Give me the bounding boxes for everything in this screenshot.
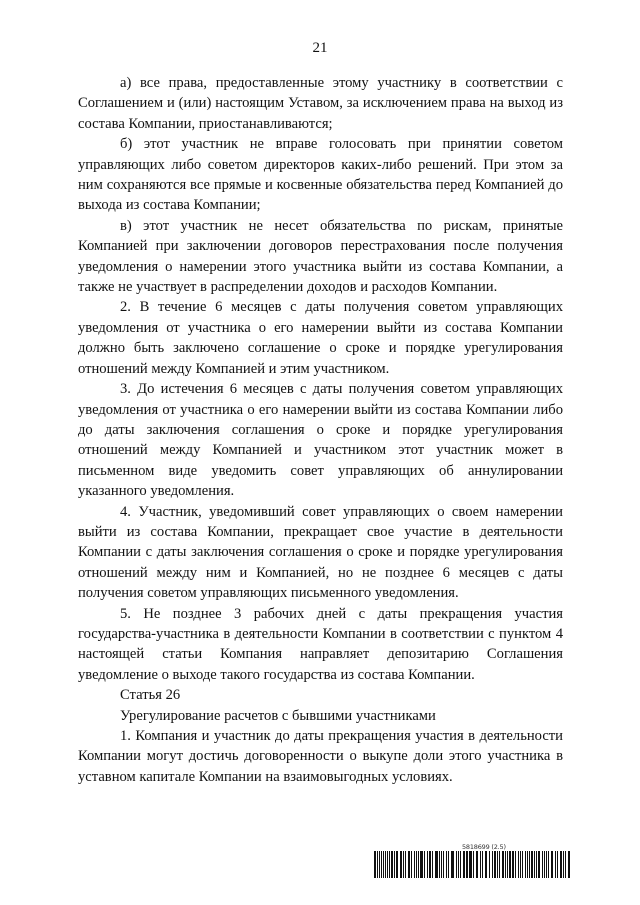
paragraph-clause-3: 3. До истечения 6 месяцев с даты получения советом управляющих уведомления от участника о его намерении выйти из состава Компании либо до даты заключения соглашения о сроке и порядке урегулирования отношений между Компанией и участником этот участник может в письменном виде уведомить совет управляющих об аннулировании указанного уведомления. [78,381,563,500]
paragraph-item-a: а) все права, предоставленные этому участнику в соответствии с Соглашением и (или) настоящим Уставом, за исключением права на выход из состава Компании, приостанавливаются; [78,75,563,132]
document-body [78,73,563,787]
document-barcode [374,843,572,879]
paragraph-item-b: б) этот участник не вправе голосовать при принятии советом управляющих либо советом директоров каких-либо решений. При этом за ним сохраняются все прямые и косвенные обязательства перед Компанией до выхода из состава Компании; [78,136,563,214]
paragraph-clause-5: 5. Не позднее 3 рабочих дней с даты прекращения участия государства-участника в деятельности Компании в соответствии с пунктом 4 настоящей статьи Компания направляет депозитарию Соглашения уведомление о выходе такого государства из состава Компании. [78,605,563,683]
page-number: 21 [312,40,328,56]
article-heading: Статья 26 [120,687,181,704]
barcode-icon [374,851,572,878]
paragraph-item-c: в) этот участник не несет обязательства по рискам, принятые Компанией при заключении договоров перестрахования после получения уведомления о намерении этого участника выйти из состава Компании, а также не участвует в распределении доходов и расходов Компании. [78,217,563,296]
paragraph-article-26-clause-1: 1. Компания и участник до даты прекращения участия в деятельности Компании могут достичь договоренности о выкупе доли этого участника в уставном капитале Компании на взаимовыгодных условиях. [78,728,563,785]
paragraph-clause-4: 4. Участник, уведомивший совет управляющих о своем намерении выйти из состава Компании, прекращает свое участие в деятельности Компании с даты заключения соглашения о сроке и порядке урегулирования отношений между ним и Компанией, но не позднее 6 месяцев с даты получения советом управляющих письменного уведомления. [78,503,563,602]
article-title: Урегулирование расчетов с бывшими участниками [120,707,436,724]
barcode-code-text: 5818699 (2.5) [462,843,506,851]
paragraph-clause-2: 2. В течение 6 месяцев с даты получения советом управляющих уведомления от участника о его намерении выйти из состава Компании должно быть заключено соглашение о сроке и порядке урегулирования отношений между Компанией и этим участником. [78,299,563,377]
